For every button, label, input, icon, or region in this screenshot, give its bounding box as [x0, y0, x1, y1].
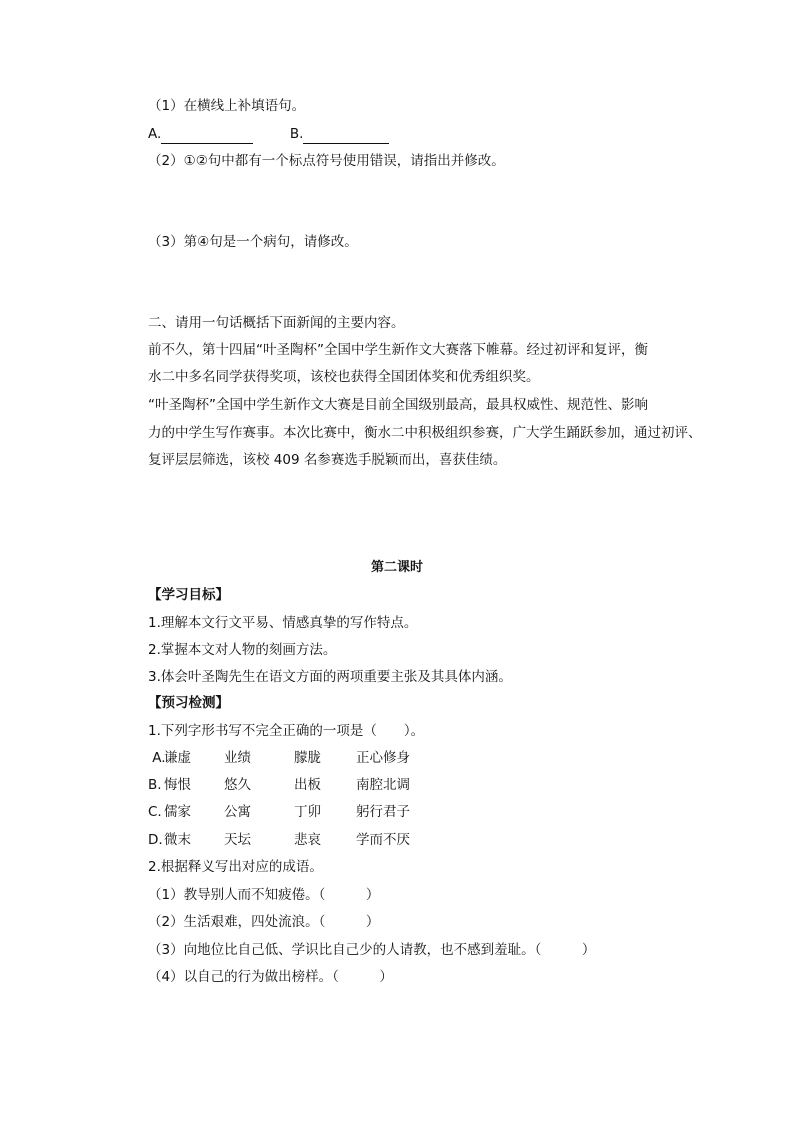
preview-question-2-stem: 2.根据释义写出对应的成语。 — [148, 859, 323, 875]
news-paragraph-2-line-2: 力的中学生写作赛事。本次比赛中，衡水二中积极组织参赛，广大学生踊跃参加，通过初评、 — [148, 425, 702, 441]
blank-b-label: B. — [289, 126, 304, 142]
learning-goals-heading: 【学习目标】 — [148, 587, 229, 603]
option-word: 学而不厌 — [356, 832, 410, 848]
question-1-prompt: （1）在横线上补填语句。 — [148, 98, 306, 114]
option-word: 悠久 — [224, 777, 251, 793]
option-word: 丁卯 — [294, 804, 321, 820]
option-word: 业绩 — [224, 750, 251, 766]
lesson-title: 第二课时 — [370, 560, 423, 575]
answer-blanks-row — [148, 124, 389, 144]
learning-goal-item: 3.体会叶圣陶先生在语文方面的两项重要主张及其具体内涵。 — [148, 669, 512, 685]
section-2-heading: 二、请用一句话概括下面新闻的主要内容。 — [148, 315, 405, 331]
learning-goal-item: 1.理解本文行文平易、情感真挚的写作特点。 — [148, 615, 418, 631]
option-row-a — [148, 748, 410, 768]
news-paragraph-2-line-1: “叶圣陶杯”全国中学生新作文大赛是目前全国级别最高，最具权威性、规范性、影响 — [148, 397, 648, 413]
option-row-c — [148, 802, 410, 822]
idiom-item: （3）向地位比自己低、学识比自己少的人请教，也不感到羞耻。（ ） — [148, 942, 596, 958]
option-word: 出板 — [294, 777, 321, 793]
idiom-item: （1）教导别人而不知疲倦。（ ） — [148, 887, 380, 903]
idiom-item: （4）以自己的行为做出榜样。（ ） — [148, 969, 393, 985]
news-paragraph-1-line-2: 水二中多名同学获得奖项，该校也获得全国团体奖和优秀组织奖。 — [148, 369, 540, 385]
blank-a-line[interactable] — [161, 128, 253, 144]
blank-b-line[interactable] — [303, 128, 389, 144]
option-label: C. — [148, 804, 162, 820]
news-paragraph-2-line-3: 复评层层筛选，该校 409 名参赛选手脱颖而出，喜获佳绩。 — [148, 452, 507, 468]
news-paragraph-1-line-1: 前不久，第十四届“叶圣陶杯”全国中学生新作文大赛落下帷幕。经过初评和复评，衡 — [148, 342, 648, 358]
idiom-item: （2）生活艰难，四处流浪。（ ） — [148, 914, 380, 930]
blank-a-label: A. — [148, 126, 162, 142]
option-label: D. — [148, 832, 163, 848]
option-word: 悔恨 — [164, 777, 191, 793]
option-word: 谦虚 — [164, 750, 191, 766]
preview-check-heading: 【预习检测】 — [148, 695, 229, 711]
option-label: A. — [152, 750, 166, 766]
option-word: 微末 — [164, 832, 191, 848]
option-word: 朦胧 — [294, 750, 321, 766]
question-2-prompt: （2）①②句中都有一个标点符号使用错误，请指出并修改。 — [148, 153, 505, 169]
option-word: 正心修身 — [356, 750, 410, 766]
option-word: 公寓 — [224, 804, 251, 820]
option-word: 天坛 — [224, 832, 251, 848]
question-3-prompt: （3）第④句是一个病句，请修改。 — [148, 234, 358, 250]
option-word: 躬行君子 — [356, 804, 410, 820]
option-word: 南腔北调 — [356, 777, 410, 793]
learning-goal-item: 2.掌握本文对人物的刻画方法。 — [148, 642, 337, 658]
option-word: 儒家 — [164, 804, 191, 820]
option-row-d — [148, 830, 410, 850]
option-row-b — [148, 775, 410, 795]
option-word: 悲哀 — [294, 832, 321, 848]
preview-question-1-stem: 1.下列字形书写不完全正确的一项是（ ）。 — [148, 723, 425, 739]
option-label: B. — [148, 777, 162, 793]
